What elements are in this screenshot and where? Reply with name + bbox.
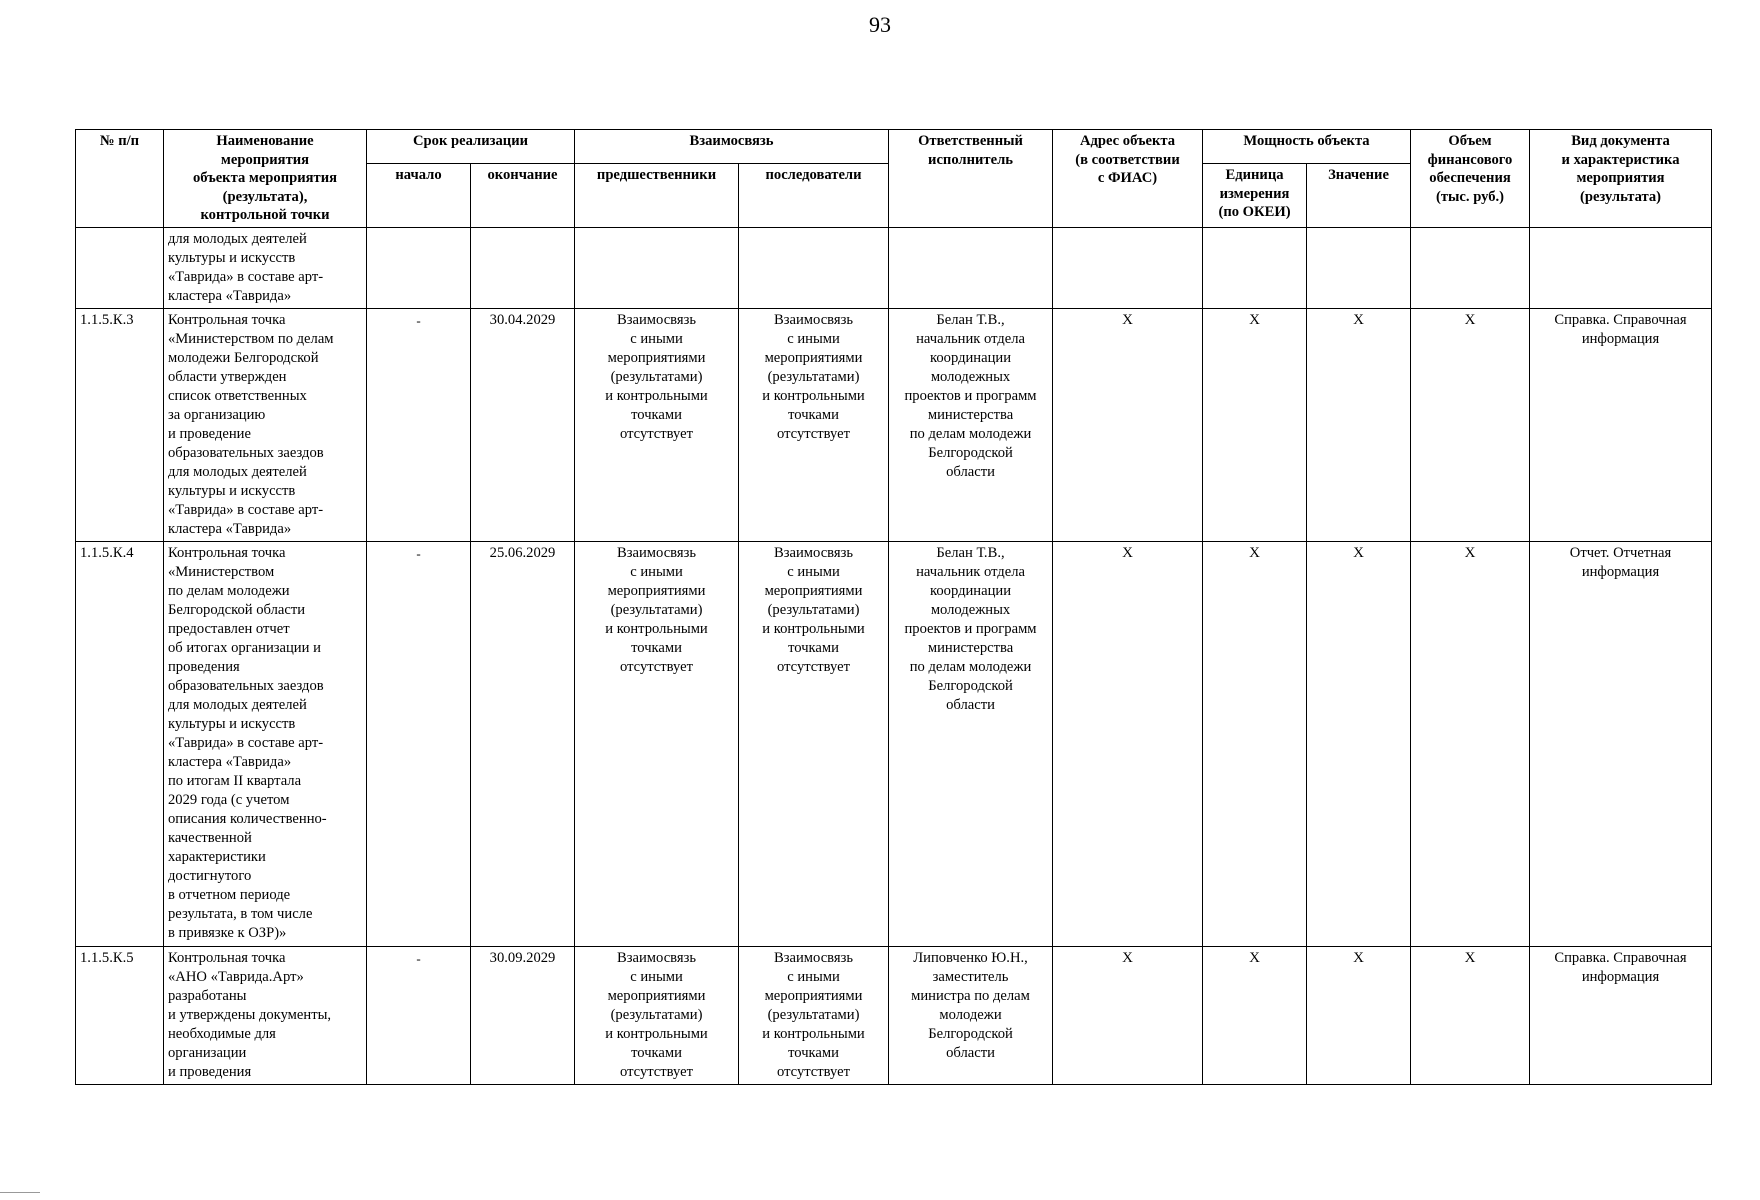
header-responsible: Ответственный исполнитель (889, 130, 1053, 228)
header-relation-next: последователи (739, 164, 889, 228)
implementation-plan-table (75, 129, 1712, 1085)
cell-unit: X (1203, 309, 1307, 542)
table-row (76, 542, 1712, 947)
header-capacity-value: Значение (1307, 164, 1411, 228)
page-number: 93 (869, 12, 891, 37)
cell-end: 25.06.2029 (471, 542, 575, 947)
cell-next: Взаимосвязь с иными мероприятиями (результатами) и контрольными точками отсутствует (739, 947, 889, 1085)
header-num: № п/п (76, 130, 164, 228)
header-capacity: Мощность объекта (1203, 130, 1411, 164)
cell-doc: Справка. Справочная информация (1530, 947, 1712, 1085)
cell-doc: Отчет. Отчетная информация (1530, 542, 1712, 947)
cell-end: 30.04.2029 (471, 309, 575, 542)
cell-finance: X (1411, 947, 1530, 1085)
cell-name: Контрольная точка «Министерством по делам молодежи Белгородской области утвержден список ответственных за организацию и проведение образовательных заездов для молодых деятелей культуры и искусств «Таврида» в составе арт- кластера «Таврида» (164, 309, 367, 542)
header-term-start: начало (367, 164, 471, 228)
cell-address: X (1053, 947, 1203, 1085)
cell-finance: X (1411, 309, 1530, 542)
cell-name: Контрольная точка «Министерством по делам молодежи Белгородской области предоставлен отчет об итогах организации и проведения образовательных заездов для молодых деятелей культуры и искусств «Таврида» в составе арт- кластера «Таврида» по итогам II квартала 2029 года (с учетом описания количественно- качественной характеристики достигнутого в отчетном периоде результата, в том числе в привязке к ОЗР)» (164, 542, 367, 947)
cell-finance: X (1411, 542, 1530, 947)
cell-value (1307, 228, 1411, 309)
cell-num: 1.1.5.К.5 (76, 947, 164, 1085)
cell-num (76, 228, 164, 309)
cell-doc: Справка. Справочная информация (1530, 309, 1712, 542)
cell-value: X (1307, 947, 1411, 1085)
cell-address (1053, 228, 1203, 309)
scan-edge-mark (0, 1192, 40, 1193)
cell-unit (1203, 228, 1307, 309)
table-row (76, 947, 1712, 1085)
cell-num: 1.1.5.К.4 (76, 542, 164, 947)
cell-start: - (367, 309, 471, 542)
cell-address: X (1053, 542, 1203, 947)
cell-value: X (1307, 309, 1411, 542)
cell-doc (1530, 228, 1712, 309)
cell-prev: Взаимосвязь с иными мероприятиями (результатами) и контрольными точками отсутствует (575, 947, 739, 1085)
header-name: Наименование мероприятия объекта мероприятия (результата), контрольной точки (164, 130, 367, 228)
header-doc: Вид документа и характеристика мероприятия (результата) (1530, 130, 1712, 228)
header-term-end: окончание (471, 164, 575, 228)
header-finance: Объем финансового обеспечения (тыс. руб.) (1411, 130, 1530, 228)
header-address: Адрес объекта (в соответствии с ФИАС) (1053, 130, 1203, 228)
cell-address: X (1053, 309, 1203, 542)
cell-next (739, 228, 889, 309)
header-relation-prev: предшественники (575, 164, 739, 228)
cell-value: X (1307, 542, 1411, 947)
cell-prev: Взаимосвязь с иными мероприятиями (результатами) и контрольными точками отсутствует (575, 309, 739, 542)
header-relation: Взаимосвязь (575, 130, 889, 164)
table-row (76, 309, 1712, 542)
cell-end (471, 228, 575, 309)
cell-unit: X (1203, 947, 1307, 1085)
cell-responsible: Липовченко Ю.Н., заместитель министра по делам молодежи Белгородской области (889, 947, 1053, 1085)
cell-responsible: Белан Т.В., начальник отдела координации молодежных проектов и программ министерства по делам молодежи Белгородской области (889, 542, 1053, 947)
cell-start: - (367, 947, 471, 1085)
cell-name: для молодых деятелей культуры и искусств «Таврида» в составе арт- кластера «Таврида» (164, 228, 367, 309)
cell-prev: Взаимосвязь с иными мероприятиями (результатами) и контрольными точками отсутствует (575, 542, 739, 947)
cell-next: Взаимосвязь с иными мероприятиями (результатами) и контрольными точками отсутствует (739, 542, 889, 947)
cell-start (367, 228, 471, 309)
cell-finance (1411, 228, 1530, 309)
cell-next: Взаимосвязь с иными мероприятиями (результатами) и контрольными точками отсутствует (739, 309, 889, 542)
cell-end: 30.09.2029 (471, 947, 575, 1085)
header-term: Срок реализации (367, 130, 575, 164)
cell-start: - (367, 542, 471, 947)
cell-name: Контрольная точка «АНО «Таврида.Арт» разработаны и утверждены документы, необходимые для организации и проведения (164, 947, 367, 1085)
cell-responsible (889, 228, 1053, 309)
cell-unit: X (1203, 542, 1307, 947)
cell-responsible: Белан Т.В., начальник отдела координации молодежных проектов и программ министерства по делам молодежи Белгородской области (889, 309, 1053, 542)
cell-prev (575, 228, 739, 309)
header-capacity-unit: Единица измерения (по ОКЕИ) (1203, 164, 1307, 228)
cell-num: 1.1.5.К.3 (76, 309, 164, 542)
table-row (76, 228, 1712, 309)
